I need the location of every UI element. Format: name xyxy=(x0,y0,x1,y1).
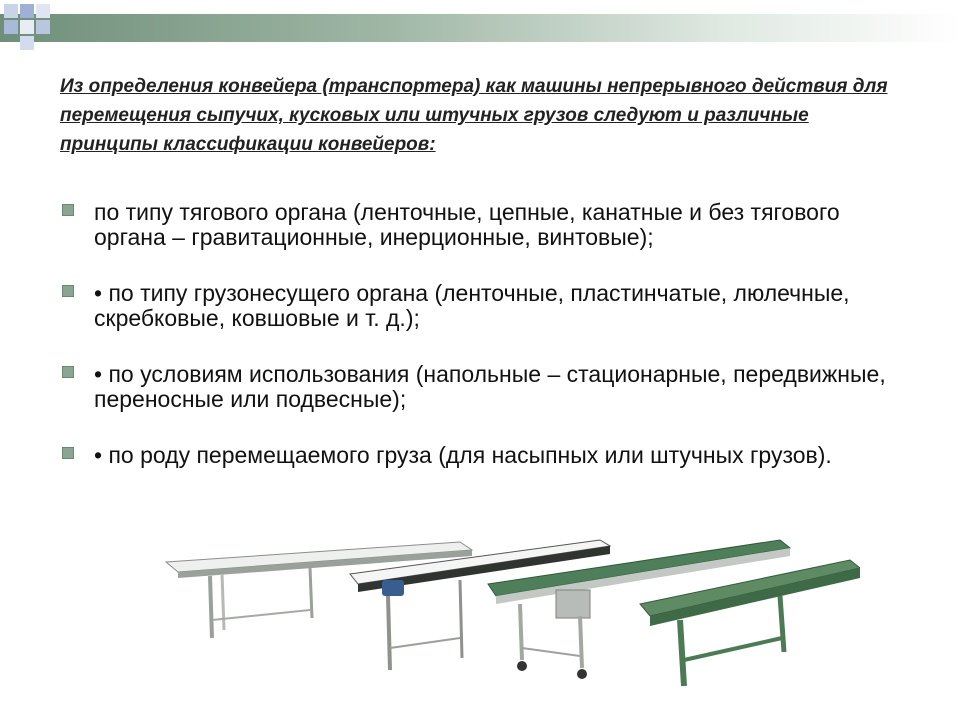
classification-list xyxy=(60,200,900,468)
corner-square xyxy=(20,20,34,34)
square-bullet-icon xyxy=(62,447,74,459)
list-item-text: • по типу грузонесущего органа (ленточные, пластинчатые, люлечные, скребковые, ковшовые и т. д.); xyxy=(94,280,850,331)
green-roller-conveyor xyxy=(640,560,860,686)
list-item-text: • по роду перемещаемого груза (для насыпных или штучных грузов). xyxy=(94,442,832,468)
title-bar-decoration xyxy=(0,14,960,42)
corner-square xyxy=(20,36,34,50)
corner-square xyxy=(4,20,18,34)
list-item xyxy=(60,362,900,412)
corner-square xyxy=(36,4,50,18)
list-item xyxy=(60,443,900,468)
square-bullet-icon xyxy=(62,285,74,297)
intro-paragraph: Из определения конвейера (транспортера) как машины непрерывного действия для перемещения сыпучих, кусковых или штучных грузов следуют и различные принципы классификации конвейеров: xyxy=(60,76,888,155)
list-item xyxy=(60,281,900,331)
square-bullet-icon xyxy=(62,366,74,378)
list-item xyxy=(60,200,900,250)
corner-squares-decoration xyxy=(0,0,80,60)
list-item-text: по типу тягового органа (ленточные, цепные, канатные и без тягового органа – гравитационные, инерционные, винтовые); xyxy=(94,199,840,250)
conveyors-illustration xyxy=(160,520,860,710)
corner-square xyxy=(4,4,18,18)
list-item-text: • по условиям использования (напольные – стационарные, передвижные, переносные или подвесные); xyxy=(94,361,886,412)
white-belt-conveyor xyxy=(166,542,472,638)
square-bullet-icon xyxy=(62,204,74,216)
corner-square xyxy=(20,4,34,18)
corner-square xyxy=(36,20,50,34)
